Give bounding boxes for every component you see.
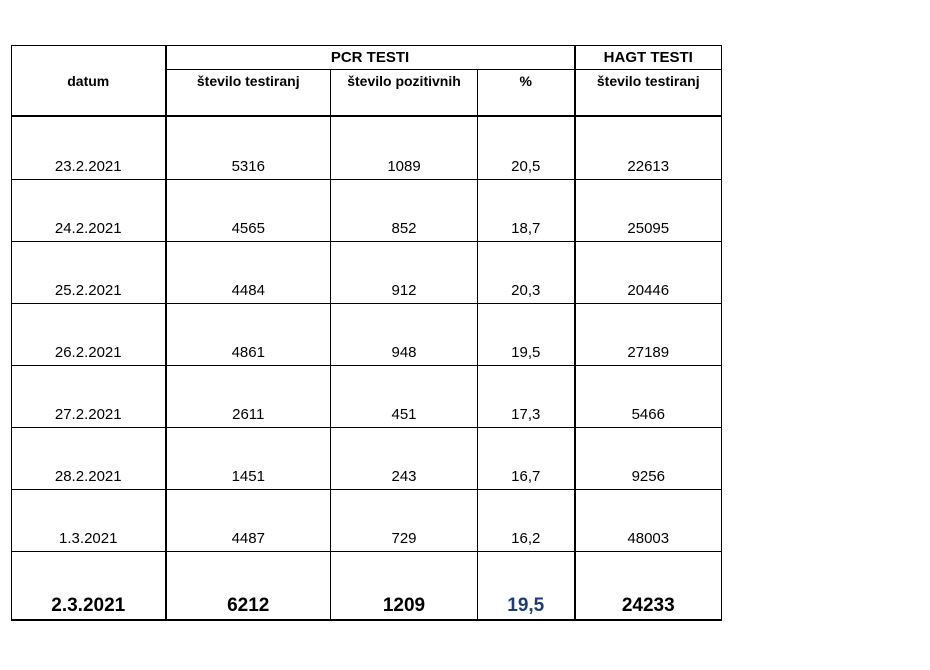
date-cell: 2.3.2021 <box>12 552 166 621</box>
table-row <box>12 242 722 304</box>
hagt-tests-cell: 5466 <box>575 366 722 428</box>
percent-header: % <box>478 70 575 117</box>
pcr-positive-cell: 1089 <box>331 116 478 180</box>
date-cell: 24.2.2021 <box>12 180 166 242</box>
hagt-tests-cell: 24233 <box>575 552 722 621</box>
pcr-tests-cell: 5316 <box>166 116 331 180</box>
percent-cell: 19,5 <box>478 552 575 621</box>
group-header-row <box>12 46 722 70</box>
pcr-tests-cell: 4861 <box>166 304 331 366</box>
pcr-positive-cell: 243 <box>331 428 478 490</box>
pcr-tests-cell: 4565 <box>166 180 331 242</box>
pcr-positive-cell: 729 <box>331 490 478 552</box>
table-row <box>12 304 722 366</box>
pcr-group-header: PCR TESTI <box>166 46 575 70</box>
date-cell: 28.2.2021 <box>12 428 166 490</box>
percent-cell: 20,3 <box>478 242 575 304</box>
table-row <box>12 116 722 180</box>
testing-table <box>11 45 722 621</box>
date-cell: 23.2.2021 <box>12 116 166 180</box>
pcr-tests-cell: 2611 <box>166 366 331 428</box>
percent-cell: 16,7 <box>478 428 575 490</box>
date-cell: 26.2.2021 <box>12 304 166 366</box>
pcr-positive-cell: 852 <box>331 180 478 242</box>
pcr-positive-cell: 912 <box>331 242 478 304</box>
percent-cell: 17,3 <box>478 366 575 428</box>
table-row <box>12 180 722 242</box>
hagt-group-header: HAGT TESTI <box>575 46 722 70</box>
date-cell: 25.2.2021 <box>12 242 166 304</box>
table-row <box>12 490 722 552</box>
hagt-tests-cell: 20446 <box>575 242 722 304</box>
percent-cell: 20,5 <box>478 116 575 180</box>
hagt-tests-header: število testiranj <box>575 70 722 117</box>
date-cell: 27.2.2021 <box>12 366 166 428</box>
pcr-tests-cell: 4484 <box>166 242 331 304</box>
table-row <box>12 552 722 621</box>
percent-cell: 18,7 <box>478 180 575 242</box>
pcr-tests-cell: 4487 <box>166 490 331 552</box>
pcr-positive-cell: 451 <box>331 366 478 428</box>
table-row <box>12 366 722 428</box>
pcr-positive-cell: 948 <box>331 304 478 366</box>
percent-cell: 16,2 <box>478 490 575 552</box>
table-row <box>12 428 722 490</box>
pcr-tests-cell: 1451 <box>166 428 331 490</box>
hagt-tests-cell: 27189 <box>575 304 722 366</box>
hagt-tests-cell: 9256 <box>575 428 722 490</box>
pcr-tests-cell: 6212 <box>166 552 331 621</box>
percent-cell: 19,5 <box>478 304 575 366</box>
date-cell: 1.3.2021 <box>12 490 166 552</box>
pcr-positive-header: število pozitivnih <box>331 70 478 117</box>
hagt-tests-cell: 48003 <box>575 490 722 552</box>
pcr-positive-cell: 1209 <box>331 552 478 621</box>
datum-header: datum <box>12 46 166 117</box>
table-body <box>12 116 722 620</box>
hagt-tests-cell: 22613 <box>575 116 722 180</box>
hagt-tests-cell: 25095 <box>575 180 722 242</box>
pcr-tests-header: število testiranj <box>166 70 331 117</box>
